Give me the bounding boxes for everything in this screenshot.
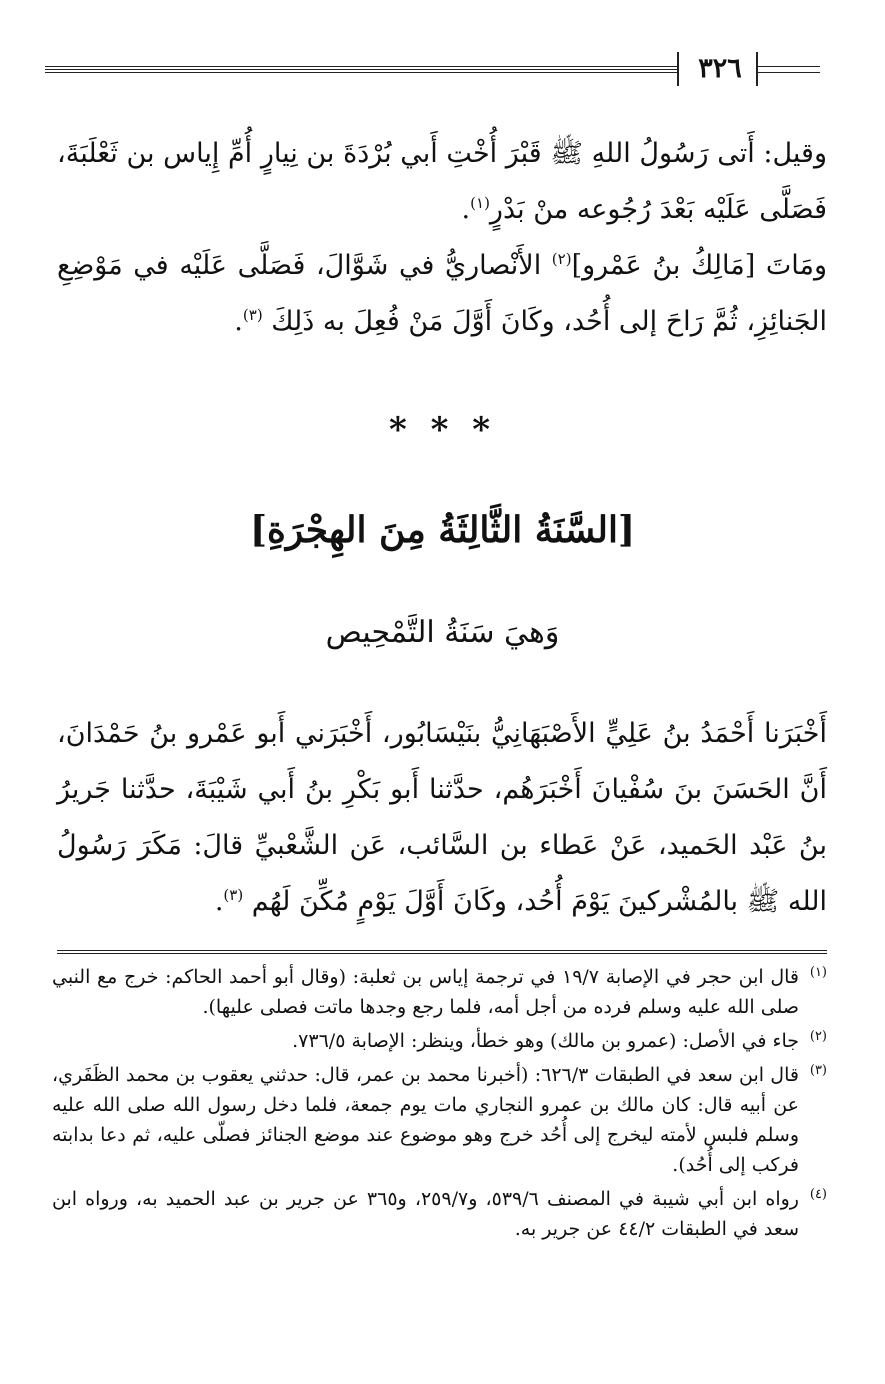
header-divider-bar [677, 52, 679, 86]
page-number: ٣٢٦ [698, 53, 742, 84]
footnote-4 [52, 1184, 827, 1244]
footnote-number: (٣) [809, 1063, 827, 1078]
paragraph-text: وقيل: أَتى رَسُولُ اللهِ ﷺ قَبْرَ أُخْتِ أَبي بُرْدَةَ بن نِيارٍ أُمِّ إِياس بن ثَعْلَبَةَ، فَصَلَّى عَلَيْه بَعْدَ رُجُوعه منْ بَدْرٍ [57, 138, 827, 225]
section-separator: * * * [388, 410, 496, 450]
section-title: [السَّنَةُ الثَّالِثَةُ مِنَ الهِجْرَةِ] [249, 509, 636, 551]
footnote-number: (٤) [809, 1187, 827, 1202]
footnote-2 [52, 1026, 827, 1056]
paragraph-3 [57, 706, 827, 930]
footnotes [52, 962, 827, 1248]
paragraph-1 [57, 126, 827, 238]
paragraph-end: . [214, 886, 224, 917]
paragraph-end: . [234, 306, 243, 337]
header-rule-right [758, 66, 820, 73]
footnote-number: (١) [809, 965, 827, 980]
footnote-number: (٢) [809, 1029, 827, 1044]
paragraph-text: أَخْبَرَنا أَحْمَدُ بنُ عَلِيٍّ الأَصْبَهَانِيُّ بنَيْسَابُور، أَخْبَرَني أَبو عَمْرو بنُ حَمْدَانَ، أَنَّ الحَسَنَ بنَ سُفْيانَ أَخْبَرَهُم، حدَّثنا أَبو بَكْرِ بنُ أَبي شَيْبَةَ، حدَّثنا جَريرُ بنُ عَبْد الحَميد، عَنْ عَطاء بن السَّائب، عَن الشَّعْبيِّ قالَ: مَكَرَ رَسُولُ الله ﷺ بالمُشْركينَ يَوْمَ أُحُد، وكَانَ أَوَّلَ يَوْمٍ مُكِّنَ لَهُم [57, 718, 827, 917]
paragraph-text: الأَنْصاريُّ في شَوَّالَ، فَصَلَّى عَلَيْه في مَوْضِعِ الجَنائِزِ، ثُمَّ رَاحَ إلى أُحُد، وكَانَ أَوَّلَ مَنْ فُعِلَ به ذَلِكَ [57, 250, 827, 337]
section-subtitle: وَهيَ سَنَةُ التَّمْحِيص [325, 615, 560, 650]
footnote-1 [52, 962, 827, 1022]
footnote-text: رواه ابن أبي شيبة في المصنف ٥٣٩/٦، و٢٥٩/٧، و٣٦٥ عن جرير بن عبد الحميد به، ورواه ابن سعد في الطبقات ٤٤/٢ عن جرير به. [52, 1188, 799, 1240]
paragraph-end: . [461, 194, 471, 225]
page-header [45, 52, 820, 92]
header-rule-left [45, 66, 677, 73]
footnote-text: قال ابن سعد في الطبقات ٦٢٦/٣: (أخبرنا محمد بن عمر، قال: حدثني يعقوب بن محمد الظَفَري، عن أبيه قال: كان مالك بن عمرو النجاري مات يوم جمعة، فلما دخل رسول الله صلى الله عليه وسلم فلبس لأمته ليخرج إلى أُحُد خرج وهو موضوع عند موضع الجنائز فصلّى عليه، ثم دعا بدابته فركب إلى أُحُد). [52, 1064, 799, 1176]
paragraph-text: ومَاتَ [مَالِكُ بنُ عَمْرو] [571, 250, 827, 281]
footnote-ref[interactable]: (٢) [551, 250, 572, 268]
paragraph-2 [57, 238, 827, 350]
footnote-ref[interactable]: (٣) [242, 306, 263, 324]
footnote-ref[interactable]: (١) [470, 194, 490, 212]
footnote-text: جاء في الأصل: (عمرو بن مالك) وهو خطأ، وينظر: الإصابة ٧٣٦/٥. [292, 1030, 799, 1052]
footnote-ref[interactable]: (٣) [223, 886, 244, 904]
footnote-text: قال ابن حجر في الإصابة ١٩/٧ في ترجمة إياس بن ثعلبة: (وقال أبو أحمد الحاكم: خرج مع النبي صلى الله عليه وسلم فرده من أجل أمه، فلما رجع وجدها ماتت فصلى عليها). [52, 966, 800, 1018]
footnote-3 [52, 1060, 827, 1180]
footnote-divider [57, 950, 827, 954]
